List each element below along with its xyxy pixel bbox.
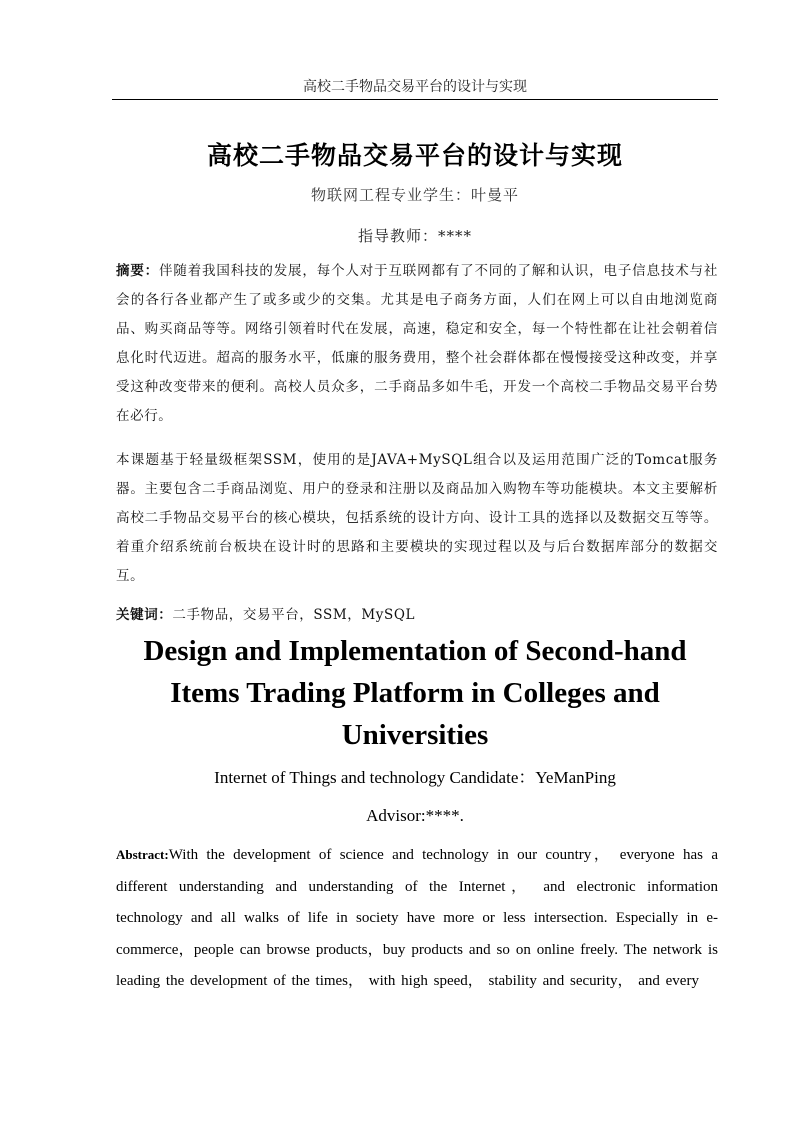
chinese-abstract-label: 摘要： — [116, 263, 160, 279]
english-advisor-line: Advisor:****. — [366, 806, 464, 825]
running-header: 高校二手物品交易平台的设计与实现 — [303, 79, 527, 95]
chinese-abstract-text-1: 伴随着我国科技的发展，每个人对于互联网都有了不同的了解和认识，电子信息技术与社会的各行各业都产生了或多或少的交集。尤其是电子商务方面，人们在网上可以自由地浏览商品、购买商品等等。网络引领着时代在发展，高速，稳定和安全，每一个特性都在让社会朝着信息化时代迈进。超高的服务水平，低廉的服务费用，整个社会群体都在慢慢接受这种改变，并享受这种改变带来的便利。高校人员众多，二手商品多如牛毛，开发一个高校二手物品交易平台势在必行。 — [116, 263, 718, 424]
english-abstract-text: With the development of science and technology in our country， everyone has a different understanding and understanding of the Internet， and electronic information technology and all walks of life in society have more or less intersection. Especially in e-commerce，people can browse products，buy products and so on online freely. The network is leading the development of the times， with high speed， stability and security， and every — [116, 847, 718, 989]
english-author-line: Internet of Things and technology Candidate：YeManPing — [214, 768, 616, 787]
chinese-abstract-paragraph-2: 本课题基于轻量级框架SSM，使用的是JAVA+MySQL组合以及运用范围广泛的Tomcat服务器。主要包含二手商品浏览、用户的登录和注册以及商品加入购物车等功能模块。本文主要解析高校二手物品交易平台的核心模块，包括系统的设计方向、设计工具的选择以及数据交互等等。着重介绍系统前台板块在设计时的思路和主要模块的实现过程以及与后台数据库部分的数据交互。 — [116, 452, 718, 584]
english-abstract — [116, 839, 718, 998]
header-rule — [112, 99, 718, 100]
chinese-author-line: 物联网工程专业学生：叶曼平 — [310, 186, 519, 204]
chinese-title: 高校二手物品交易平台的设计与实现 — [206, 141, 623, 170]
english-title: Design and Implementation of Second-hand Items Trading Platform in Colleges and Universities — [143, 635, 687, 751]
chinese-keywords-text: 二手物品，交易平台，SSM，MySQL — [172, 607, 416, 623]
chinese-advisor-line: 指导教师：**** — [357, 227, 472, 245]
english-abstract-label: Abstract: — [116, 847, 169, 862]
chinese-abstract-paragraph-1 — [116, 257, 718, 431]
chinese-keywords-label: 关键词： — [116, 607, 173, 623]
chinese-keywords — [116, 601, 718, 630]
